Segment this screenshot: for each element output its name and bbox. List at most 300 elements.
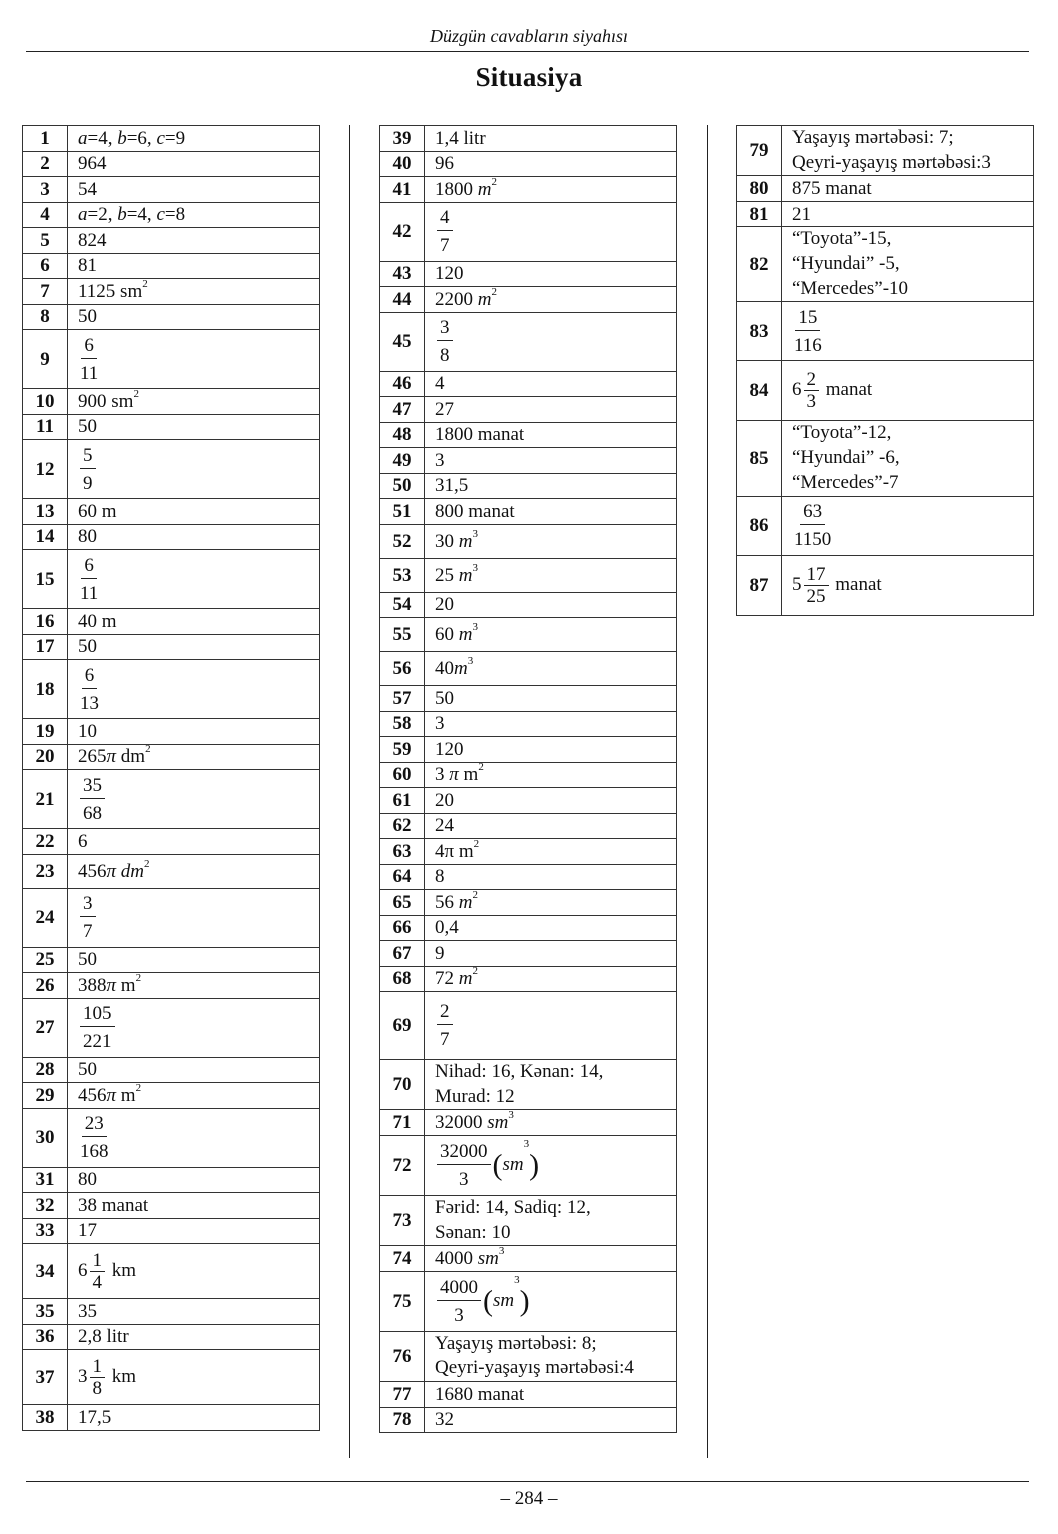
italic-text: π	[106, 1084, 117, 1106]
table-row	[380, 473, 677, 499]
multiline-answer	[792, 227, 1033, 301]
table-row	[23, 829, 320, 855]
question-number: 82	[737, 227, 782, 302]
answer-value: 31,5	[425, 473, 677, 499]
answer-value	[68, 888, 320, 947]
answer-line: Yaşayış mərtəbəsi: 7;	[792, 127, 954, 148]
answer-value: 32	[425, 1407, 677, 1433]
table-row	[23, 279, 320, 305]
question-number: 73	[380, 1195, 425, 1245]
fraction	[80, 1114, 109, 1161]
table-row	[23, 253, 320, 279]
answer-value	[425, 992, 677, 1060]
superscript: 2	[472, 888, 478, 901]
fraction-numerator: 2	[437, 1002, 453, 1025]
fraction-denominator: 221	[83, 1031, 112, 1052]
answer-value	[782, 126, 1034, 176]
table-row	[737, 555, 1034, 615]
table-row	[380, 177, 677, 203]
question-number: 32	[23, 1193, 68, 1219]
answer-value: 0,4	[425, 915, 677, 941]
table-row	[23, 151, 320, 177]
table-row	[23, 947, 320, 973]
text: 456	[78, 1084, 107, 1106]
answer-value: 96	[425, 151, 677, 177]
table-row	[23, 1193, 320, 1219]
table-row	[737, 227, 1034, 302]
question-number: 51	[380, 499, 425, 525]
superscript: 3	[514, 1273, 520, 1286]
answer-value: 50	[68, 414, 320, 440]
answer-value	[68, 440, 320, 499]
question-number: 58	[380, 711, 425, 737]
italic-text: π	[106, 746, 117, 768]
italic-text: m	[477, 288, 492, 310]
italic-text: m	[458, 624, 473, 645]
question-number: 38	[23, 1405, 68, 1431]
answer-value	[425, 202, 677, 261]
unit: km	[107, 1259, 137, 1281]
unit: manat	[821, 379, 873, 401]
answer-value: 4	[425, 371, 677, 397]
answer-value	[425, 287, 677, 313]
text: =2,	[87, 204, 118, 226]
answer-value: 17,5	[68, 1405, 320, 1431]
answer-value: 40 m	[68, 609, 320, 635]
question-number: 57	[380, 686, 425, 712]
table-row	[23, 126, 320, 152]
answer-value: 80	[68, 524, 320, 550]
fraction-denominator: 3	[806, 391, 816, 413]
answer-value	[68, 973, 320, 999]
fraction	[794, 308, 822, 355]
table-row	[23, 634, 320, 660]
answer-value: 38 manat	[68, 1193, 320, 1219]
answer-value: 60 m	[68, 499, 320, 525]
superscript: 3	[472, 621, 478, 633]
table-row	[380, 1246, 677, 1272]
table-row	[737, 302, 1034, 361]
fraction	[437, 208, 453, 255]
answer-line: “Hyundai” -6,	[792, 447, 900, 469]
italic-text: c	[156, 127, 165, 149]
page-number: – 284 –	[500, 1488, 558, 1509]
fraction-denominator: 7	[440, 235, 450, 256]
question-number: 13	[23, 499, 68, 525]
multiline-answer	[792, 421, 1033, 495]
answer-value	[425, 1246, 677, 1272]
table-row	[737, 421, 1034, 496]
answer-value	[425, 312, 677, 371]
table-row	[23, 1218, 320, 1244]
superscript: 3	[523, 1137, 530, 1150]
fraction-numerator: 1	[90, 1251, 106, 1272]
question-number: 60	[380, 762, 425, 788]
text: =9	[164, 127, 186, 149]
table-row	[23, 1057, 320, 1083]
table-row	[23, 719, 320, 745]
table-row	[23, 550, 320, 609]
table-row	[380, 1060, 677, 1110]
answer-table-column-2	[379, 125, 677, 1433]
table-row	[380, 618, 677, 652]
question-number: 69	[380, 992, 425, 1060]
question-number: 37	[23, 1350, 68, 1405]
question-number: 64	[380, 864, 425, 890]
answer-value	[68, 389, 320, 415]
table-row	[380, 151, 677, 177]
column-separator	[707, 125, 708, 1458]
fraction-numerator: 4	[437, 208, 453, 231]
table-row	[23, 1405, 320, 1431]
table-row	[380, 966, 677, 992]
question-number: 35	[23, 1299, 68, 1325]
table-row	[380, 762, 677, 788]
table-row	[737, 496, 1034, 555]
italic-text: π	[106, 974, 117, 996]
answer-value: 20	[425, 788, 677, 814]
table-row	[380, 499, 677, 525]
fraction-numerator: 23	[82, 1114, 107, 1137]
italic-text: b	[117, 204, 127, 226]
answer-value: 2,8 litr	[68, 1324, 320, 1350]
table-row	[23, 202, 320, 228]
question-number: 33	[23, 1218, 68, 1244]
question-number: 74	[380, 1246, 425, 1272]
question-number: 45	[380, 312, 425, 371]
question-number: 52	[380, 524, 425, 558]
answer-value	[68, 550, 320, 609]
fraction	[794, 502, 831, 549]
superscript: 3	[467, 655, 474, 667]
text: 4000	[435, 1248, 478, 1269]
table-row	[380, 686, 677, 712]
answer-line: “Hyundai” -5,	[792, 253, 900, 275]
italic-text: sm	[477, 1248, 499, 1269]
text: 388	[78, 974, 107, 996]
text: 56	[435, 891, 459, 913]
fraction	[80, 894, 96, 941]
fraction-numerator: 105	[80, 1004, 115, 1027]
fraction-numerator: 32000	[437, 1142, 491, 1165]
text: 40	[435, 658, 454, 679]
fraction	[80, 1004, 115, 1051]
table-row	[23, 998, 320, 1057]
table-row	[380, 312, 677, 371]
question-number: 62	[380, 813, 425, 839]
answer-line: Qeyri-yaşayış mərtəbəsi:3	[792, 151, 991, 173]
fraction-numerator: 35	[80, 776, 105, 799]
answer-value	[425, 524, 677, 558]
question-number: 46	[380, 371, 425, 397]
text: 3	[435, 764, 450, 786]
table-row	[380, 371, 677, 397]
text: =8	[164, 204, 186, 226]
answer-value	[68, 202, 320, 228]
answer-line: “Mercedes”-10	[792, 277, 909, 299]
question-number: 53	[380, 558, 425, 592]
table-row	[737, 176, 1034, 202]
text: 72	[435, 968, 459, 990]
multiline-answer	[435, 1060, 676, 1109]
fraction	[90, 1251, 106, 1292]
text: 1125 sm	[78, 280, 143, 302]
question-number: 83	[737, 302, 782, 361]
answer-value: 3	[425, 448, 677, 474]
superscript: 3	[472, 561, 478, 574]
question-number: 15	[23, 550, 68, 609]
column-separator	[349, 125, 350, 1458]
answer-value: 50	[425, 686, 677, 712]
table-row	[380, 1382, 677, 1408]
question-number: 25	[23, 947, 68, 973]
fraction	[804, 565, 829, 606]
text: m	[116, 1084, 136, 1106]
answer-value	[782, 227, 1034, 302]
whole-part: 6	[792, 379, 802, 401]
answer-value: 24	[425, 813, 677, 839]
header-rule	[26, 51, 1029, 52]
table-row	[380, 788, 677, 814]
answer-value: 81	[68, 253, 320, 279]
question-number: 23	[23, 854, 68, 888]
table-row	[737, 361, 1034, 421]
answer-line: “Toyota”-15,	[792, 228, 892, 250]
question-number: 70	[380, 1060, 425, 1110]
text: 900 sm	[78, 390, 134, 412]
unit: sm	[502, 1153, 524, 1175]
question-number: 31	[23, 1167, 68, 1193]
question-number: 65	[380, 890, 425, 916]
table-row	[23, 499, 320, 525]
question-number: 80	[737, 176, 782, 202]
multiline-answer	[435, 1332, 676, 1381]
fraction-denominator: 168	[80, 1141, 109, 1162]
table-row	[23, 973, 320, 999]
answer-value	[425, 177, 677, 203]
italic-text: a	[78, 127, 88, 149]
question-number: 10	[23, 389, 68, 415]
fraction-denominator: 13	[80, 692, 99, 714]
answer-line: Fərid: 14, Sadiq: 12,	[435, 1196, 591, 1218]
table-row	[23, 1108, 320, 1167]
question-number: 76	[380, 1331, 425, 1381]
table-row	[380, 524, 677, 558]
table-row	[23, 524, 320, 550]
table-row	[23, 177, 320, 203]
question-number: 84	[737, 361, 782, 421]
text: 25	[435, 564, 459, 586]
table-row	[380, 558, 677, 592]
answer-value: 964	[68, 151, 320, 177]
italic-text: b	[117, 127, 127, 149]
answer-value	[425, 1195, 677, 1245]
question-number: 44	[380, 287, 425, 313]
fraction-numerator: 17	[804, 565, 829, 586]
table-row	[380, 397, 677, 423]
superscript: 2	[135, 971, 142, 984]
answer-value	[425, 652, 677, 686]
answer-value: 120	[425, 261, 677, 287]
question-number: 28	[23, 1057, 68, 1083]
question-number: 63	[380, 839, 425, 865]
question-number: 1	[23, 126, 68, 152]
fraction-denominator: 3	[454, 1304, 464, 1326]
text: 2200	[435, 288, 478, 310]
answer-value	[782, 555, 1034, 615]
unit: km	[107, 1365, 137, 1387]
answer-line: “Mercedes”-7	[792, 471, 899, 493]
question-number: 87	[737, 555, 782, 615]
answer-value: 1,4 litr	[425, 126, 677, 152]
italic-text: m	[458, 530, 473, 552]
question-number: 20	[23, 744, 68, 770]
fraction-denominator: 7	[440, 1029, 450, 1050]
answer-table-column-3	[736, 125, 1034, 616]
question-number: 86	[737, 496, 782, 555]
italic-text: sm	[487, 1112, 509, 1134]
table-row	[380, 448, 677, 474]
question-number: 7	[23, 279, 68, 305]
fraction	[437, 1278, 481, 1325]
question-number: 77	[380, 1382, 425, 1408]
question-number: 48	[380, 422, 425, 448]
right-paren: )	[519, 1284, 530, 1318]
superscript: 2	[142, 277, 148, 290]
superscript: 2	[491, 175, 497, 188]
question-number: 59	[380, 737, 425, 763]
multiline-answer	[435, 1196, 676, 1245]
answer-value	[425, 1331, 677, 1381]
answer-value	[425, 839, 677, 865]
table-row	[380, 864, 677, 890]
running-head: Düzgün cavabların siyahısı	[430, 26, 628, 46]
answer-value	[425, 1271, 677, 1331]
table-row	[380, 202, 677, 261]
answer-value: 1800 manat	[425, 422, 677, 448]
question-number: 12	[23, 440, 68, 499]
table-row	[380, 1135, 677, 1195]
superscript: 2	[135, 1081, 142, 1094]
answer-value	[782, 496, 1034, 555]
table-row	[380, 890, 677, 916]
answer-value: 824	[68, 228, 320, 254]
answer-value	[425, 558, 677, 592]
answer-value: 875 manat	[782, 176, 1034, 202]
question-number: 27	[23, 998, 68, 1057]
fraction-denominator: 8	[92, 1377, 102, 1399]
answer-value	[782, 421, 1034, 496]
left-paren: (	[492, 1148, 503, 1182]
question-number: 34	[23, 1244, 68, 1299]
question-number: 26	[23, 973, 68, 999]
whole-part: 5	[792, 573, 802, 595]
superscript: 2	[472, 965, 478, 978]
right-paren: )	[529, 1148, 540, 1182]
answer-value	[782, 361, 1034, 421]
answer-table-column-1	[22, 125, 320, 1431]
question-number: 3	[23, 177, 68, 203]
fraction-numerator: 4000	[437, 1278, 481, 1301]
question-number: 9	[23, 330, 68, 389]
fraction	[437, 1002, 453, 1049]
question-number: 14	[23, 524, 68, 550]
footer-rule	[26, 1481, 1029, 1482]
text: =6,	[126, 127, 157, 149]
answer-value: 120	[425, 737, 677, 763]
question-number: 41	[380, 177, 425, 203]
table-row	[380, 1407, 677, 1433]
text: 32000	[435, 1112, 488, 1134]
answer-value	[68, 854, 320, 888]
question-number: 78	[380, 1407, 425, 1433]
fraction-numerator: 6	[82, 666, 98, 689]
answer-value: 54	[68, 177, 320, 203]
table-row	[380, 1271, 677, 1331]
italic-text: c	[156, 204, 165, 226]
text: 30	[435, 530, 459, 552]
superscript: 3	[498, 1245, 505, 1257]
fraction	[80, 666, 99, 713]
question-number: 85	[737, 421, 782, 496]
fraction-numerator: 1	[90, 1357, 106, 1378]
table-row	[380, 813, 677, 839]
table-row	[380, 915, 677, 941]
table-row	[380, 839, 677, 865]
unit: manat	[830, 573, 882, 595]
answer-value	[782, 302, 1034, 361]
table-row	[23, 304, 320, 330]
table-row	[380, 1110, 677, 1136]
italic-text: m	[454, 658, 468, 679]
answer-value: 800 manat	[425, 499, 677, 525]
table-row	[23, 1324, 320, 1350]
answer-value	[68, 770, 320, 829]
answer-value	[68, 744, 320, 770]
fraction-denominator: 3	[459, 1168, 469, 1190]
multiline-answer	[792, 126, 1033, 175]
answer-value: 80	[68, 1167, 320, 1193]
fraction-numerator: 6	[81, 556, 97, 579]
question-number: 11	[23, 414, 68, 440]
question-number: 43	[380, 261, 425, 287]
italic-text: m	[477, 178, 492, 200]
italic-text: m	[458, 891, 473, 913]
question-number: 30	[23, 1108, 68, 1167]
table-row	[380, 422, 677, 448]
answer-line: Yaşayış mərtəbəsi: 8;	[435, 1332, 597, 1354]
fraction-denominator: 11	[80, 582, 99, 604]
answer-value	[68, 1108, 320, 1167]
italic-text: m	[458, 564, 473, 586]
answer-value	[68, 660, 320, 719]
answer-value: 6	[68, 829, 320, 855]
answer-value	[68, 279, 320, 305]
text: 1800	[435, 178, 478, 200]
question-number: 29	[23, 1083, 68, 1109]
fraction	[80, 336, 98, 383]
fraction-denominator: 7	[83, 921, 93, 942]
answer-value: 3	[425, 711, 677, 737]
question-number: 6	[23, 253, 68, 279]
answer-value: 50	[68, 634, 320, 660]
question-number: 54	[380, 592, 425, 618]
table-row	[23, 440, 320, 499]
fraction-denominator: 4	[92, 1271, 102, 1293]
fraction	[80, 776, 105, 823]
table-row	[737, 201, 1034, 227]
fraction-numerator: 15	[795, 308, 820, 331]
